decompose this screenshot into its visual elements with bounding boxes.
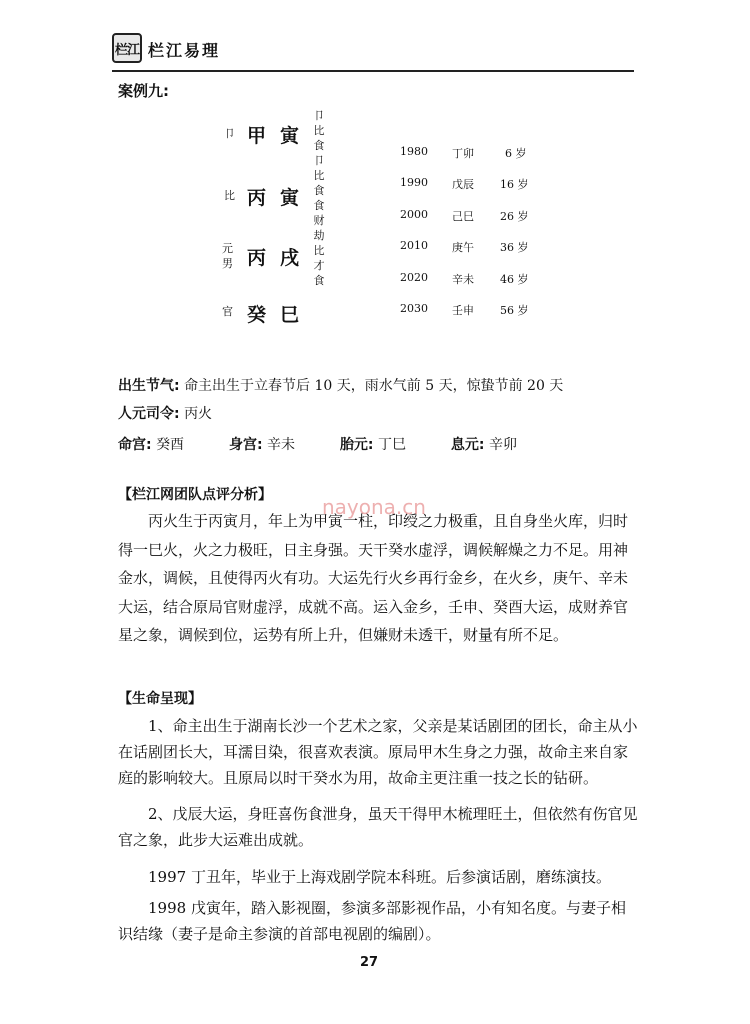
hidden-stem: 卩 bbox=[313, 154, 325, 167]
header-divider bbox=[112, 70, 634, 72]
left-label: 比 bbox=[224, 189, 235, 202]
hidden-stems-column bbox=[313, 108, 325, 288]
hour-stem: 癸 bbox=[247, 304, 267, 326]
xiyuan-label: 息元: bbox=[450, 437, 485, 453]
left-label: 卩 bbox=[224, 127, 235, 140]
minggong-label: 命宫: bbox=[118, 437, 152, 453]
dayun-pillar: 己巳 bbox=[452, 210, 474, 223]
dayun-age: 6 岁 bbox=[505, 147, 527, 160]
jieqi-label: 出生节气: bbox=[118, 378, 180, 394]
left-label: 元男 bbox=[222, 242, 233, 270]
shengong-value: 辛未 bbox=[267, 437, 296, 453]
day-branch: 戌 bbox=[280, 247, 300, 269]
brand-title: 栏江易理 bbox=[148, 41, 221, 60]
dayun-pillar: 庚午 bbox=[452, 241, 474, 254]
dayun-age: 46 岁 bbox=[500, 273, 529, 286]
xiyuan-value: 辛卯 bbox=[488, 437, 517, 453]
hidden-stem: 劫 bbox=[313, 229, 325, 242]
watermark: nayona.cn bbox=[322, 495, 426, 519]
dayun-pillar: 壬申 bbox=[452, 304, 474, 317]
taiyuan-label: 胎元: bbox=[339, 437, 374, 453]
dayun-age: 16 岁 bbox=[500, 178, 529, 191]
life-paragraph-4: 1998 戊寅年，踏入影视圈，参演多部影视作品，小有知名度。与妻子相识结缘（妻子是命主参演的首部电视剧的编剧）。 bbox=[118, 899, 626, 943]
dayun-age: 36 岁 bbox=[500, 241, 529, 254]
month-stem: 丙 bbox=[247, 187, 267, 209]
year-branch: 寅 bbox=[280, 125, 300, 147]
minggong-value: 癸酉 bbox=[156, 437, 185, 453]
hidden-stem: 比 bbox=[313, 244, 325, 257]
hidden-stem: 食 bbox=[313, 184, 325, 197]
hidden-stem: 食 bbox=[313, 274, 325, 287]
siling-line bbox=[118, 403, 212, 423]
dayun-year: 2020 bbox=[400, 271, 428, 284]
logo-text: 栏江 bbox=[114, 42, 139, 58]
dayun-year: 1990 bbox=[400, 176, 428, 189]
dayun-pillar: 辛未 bbox=[452, 273, 474, 286]
year-stem: 甲 bbox=[247, 125, 267, 147]
dayun-pillar: 丁卯 bbox=[452, 147, 474, 160]
left-label: 官 bbox=[222, 305, 233, 318]
hidden-stem: 比 bbox=[313, 169, 325, 182]
hidden-stem: 才 bbox=[313, 259, 325, 272]
shengong-label: 身宫: bbox=[228, 437, 263, 453]
taiyuan-value: 丁巳 bbox=[378, 437, 406, 453]
case-title: 案例九: bbox=[118, 82, 169, 100]
hidden-stem: 比 bbox=[313, 124, 325, 137]
dayun-year: 2010 bbox=[400, 239, 428, 252]
brand-logo bbox=[112, 33, 142, 63]
life-paragraph-2: 2、戊辰大运，身旺喜伤食泄身，虽天干得甲木梳理旺土，但依然有伤官见官之象，此步大运难出成就。 bbox=[118, 805, 638, 849]
siling-value: 丙火 bbox=[184, 406, 213, 422]
hidden-stem: 食 bbox=[313, 139, 325, 152]
dayun-year: 1980 bbox=[400, 145, 428, 158]
dayun-year: 2030 bbox=[400, 302, 428, 315]
jieqi-line bbox=[118, 375, 563, 395]
palace-line bbox=[118, 434, 517, 454]
jieqi-value: 命主出生于立春节后 10 天，雨水气前 5 天，惊蛰节前 20 天 bbox=[184, 378, 564, 394]
month-branch: 寅 bbox=[280, 187, 300, 209]
dayun-year: 2000 bbox=[400, 208, 428, 221]
dayun-age: 56 岁 bbox=[500, 304, 529, 317]
life-paragraph-1: 1、命主出生于湖南长沙一个艺术之家，父亲是某话剧团的团长，命主从小在话剧团长大，耳濡目染，很喜欢表演。原局甲木生身之力强，故命主来自家庭的影响较大。且原局以时干癸水为用，故命主更注重一技之长的钻研。 bbox=[118, 717, 638, 787]
hidden-stem: 卩 bbox=[313, 109, 325, 122]
dayun-age: 26 岁 bbox=[500, 210, 529, 223]
siling-label: 人元司令: bbox=[118, 406, 180, 422]
hour-branch: 巳 bbox=[280, 304, 300, 326]
life-paragraph-3: 1997 丁丑年，毕业于上海戏剧学院本科班。后参演话剧，磨练演技。 bbox=[148, 868, 611, 886]
analysis-paragraph: 丙火生于丙寅月，年上为甲寅一柱，印绶之力极重，且自身坐火库，归时得一巳火，火之力极旺，日主身强。天干癸水虚浮，调候解燥之力不足。用神金水，调候，且使得丙火有功。大运先行火乡再行金乡，在火乡，庚午、辛未大运，结合原局官财虚浮，成就不高。运入金乡，壬申、癸酉大运，成财养官星之象，调候到位，运势有所上升，但嫌财未透干，财量有所不足。 bbox=[118, 512, 629, 644]
page-number: 27 bbox=[360, 955, 379, 970]
day-stem: 丙 bbox=[247, 247, 267, 269]
life-title: 【生命呈现】 bbox=[118, 691, 202, 707]
dayun-pillar: 戊辰 bbox=[452, 178, 474, 191]
hidden-stem: 食 bbox=[313, 199, 325, 212]
hidden-stem: 财 bbox=[313, 214, 325, 227]
analysis-title: 【栏江网团队点评分析】 bbox=[118, 487, 272, 503]
